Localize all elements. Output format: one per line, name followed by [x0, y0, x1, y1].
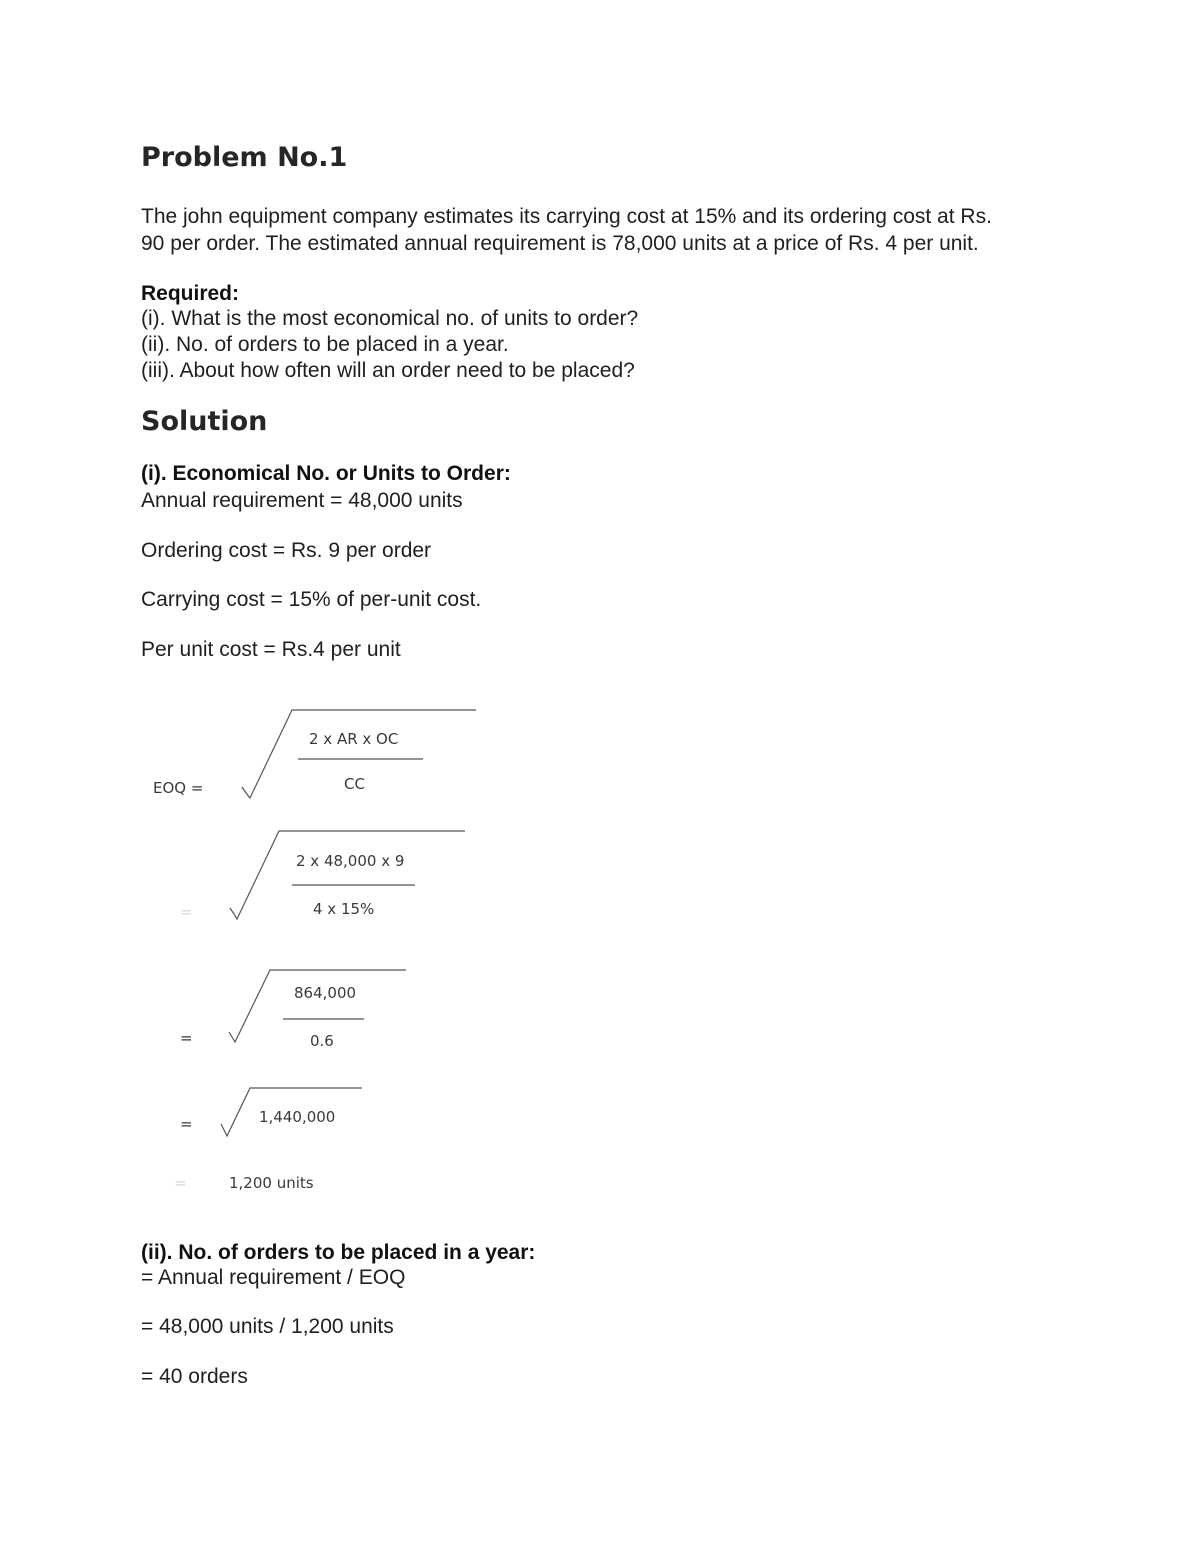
step2-numerator: 2 x 48,000 x 9 — [296, 852, 405, 870]
step3-denominator: 0.6 — [310, 1032, 334, 1050]
question-item: (iii). About how often will an order need to be placed? — [141, 359, 635, 382]
result-equals: = — [174, 1174, 187, 1192]
step1-numerator: 2 x AR x OC — [309, 730, 399, 748]
solution-title: Solution — [141, 406, 268, 437]
given-carrying-cost: Carrying cost = 15% of per-unit cost. — [141, 588, 482, 611]
eoq-result: 1,200 units — [229, 1174, 314, 1192]
given-ordering-cost: Ordering cost = Rs. 9 per order — [141, 539, 432, 562]
step4-value: 1,440,000 — [259, 1108, 336, 1126]
problem-statement-line-2: 90 per order. The estimated annual requirement is 78,000 units at a price of Rs. 4 per unit. — [141, 232, 979, 255]
step4-equals: = — [180, 1115, 193, 1133]
given-annual-requirement: Annual requirement = 48,000 units — [141, 489, 463, 512]
step3-numerator: 864,000 — [294, 984, 357, 1002]
part2-result: = 40 orders — [141, 1365, 248, 1388]
question-item: (i). What is the most economical no. of units to order? — [141, 307, 639, 330]
part2-step: = Annual requirement / EOQ — [141, 1266, 406, 1289]
required-label: Required: — [141, 282, 240, 305]
part2-step: = 48,000 units / 1,200 units — [141, 1315, 394, 1338]
part2-heading: (ii). No. of orders to be placed in a year: — [141, 1241, 536, 1264]
part1-heading: (i). Economical No. or Units to Order: — [141, 462, 511, 485]
step2-equals: = — [180, 903, 193, 921]
question-item: (ii). No. of orders to be placed in a year. — [141, 333, 509, 356]
problem-statement-line-1: The john equipment company estimates its carrying cost at 15% and its ordering cost at Rs. — [141, 205, 992, 228]
step1-denominator: CC — [344, 775, 365, 793]
problem-title: Problem No.1 — [141, 142, 348, 173]
step2-denominator: 4 x 15% — [313, 900, 375, 918]
eoq-label: EOQ = — [153, 779, 204, 797]
given-per-unit-cost: Per unit cost = Rs.4 per unit — [141, 638, 401, 661]
step3-equals: = — [180, 1029, 193, 1047]
